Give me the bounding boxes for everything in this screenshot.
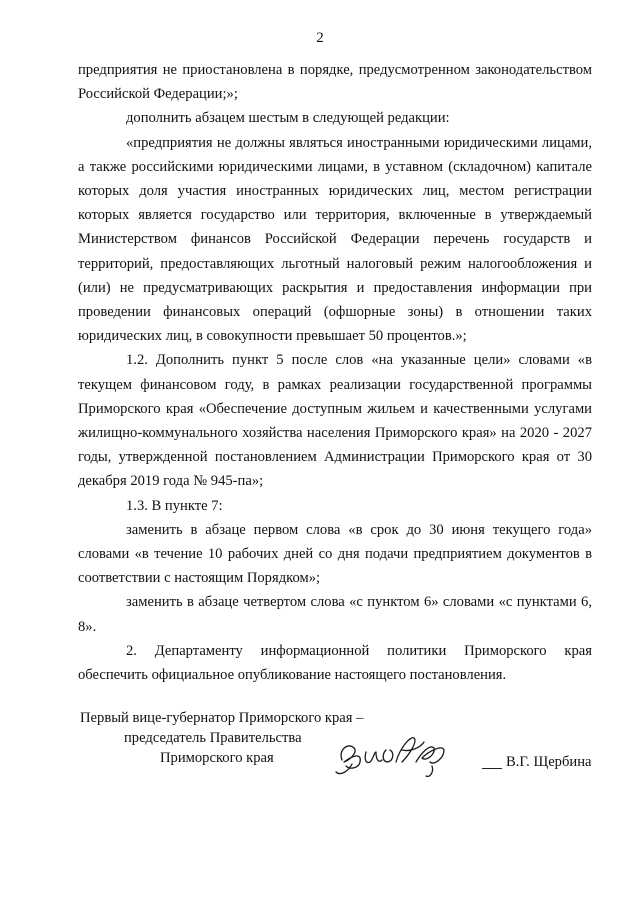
signatory-position-line-1: Первый вице-губернатор Приморского края – <box>80 710 364 726</box>
signatory-position-line-2: председатель Правительства <box>124 730 302 746</box>
handwritten-signature <box>330 722 480 782</box>
paragraph-replace-fourth: заменить в абзаце четвертом слова «с пунктом 6» словами «с пунктами 6, 8». <box>78 594 592 635</box>
paragraph-continuation: предприятия не приостановлена в порядке, предусмотренном законодательством Российской Федерации;»; <box>78 62 592 103</box>
signature-dash <box>482 768 502 769</box>
signatory-name: В.Г. Щербина <box>506 754 592 770</box>
paragraph-item-1-2: 1.2. Дополнить пункт 5 после слов «на указанные цели» словами «в текущем финансовом году, в рамках реализации государственной программы Приморского края «Обеспечение доступным жильем и качественными услугами жилищно-коммунального хозяйства населения Приморского края» на 2020 - 2027 годы, утвержденной постановлением Администрации Приморского края от 30 декабря 2019 года № 945-па»; <box>78 352 592 490</box>
page-number: 2 <box>316 30 324 46</box>
paragraph-quote-enterprises: «предприятия не должны являться иностранными юридическими лицами, а также российскими юридическими лицами, в уставном (складочном) капитале которых доля участия иностранных юридических лиц, местом регистрации которых является государство или территория, включенные в утверждаемый Министерством финансов Российской Федерации перечень государств и территорий, предоставляющих льготный налоговый режим налогообложения и (или) не предусматривающих раскрытия и предоставления информации при проведении финансовых операций (офшорные зоны) в отношении таких юридических лиц, в совокупности превышает 50 процентов.»; <box>78 134 592 345</box>
signatory-position-line-3: Приморского края <box>160 750 274 766</box>
paragraph-item-2: 2. Департаменту информационной политики Приморского края обеспечить официальное опубликование настоящего постановления. <box>78 642 592 684</box>
paragraph-item-1-3: 1.3. В пункте 7: <box>126 497 223 514</box>
document-body <box>78 58 592 687</box>
paragraph-amend-sixth: дополнить абзацем шестым в следующей редакции: <box>126 110 450 127</box>
paragraph-replace-first: заменить в абзаце первом слова «в срок до 30 июня текущего года» словами «в течение 10 рабочих дней со дня подачи предприятием документов в соответствии с настоящим Порядком»; <box>78 521 592 587</box>
